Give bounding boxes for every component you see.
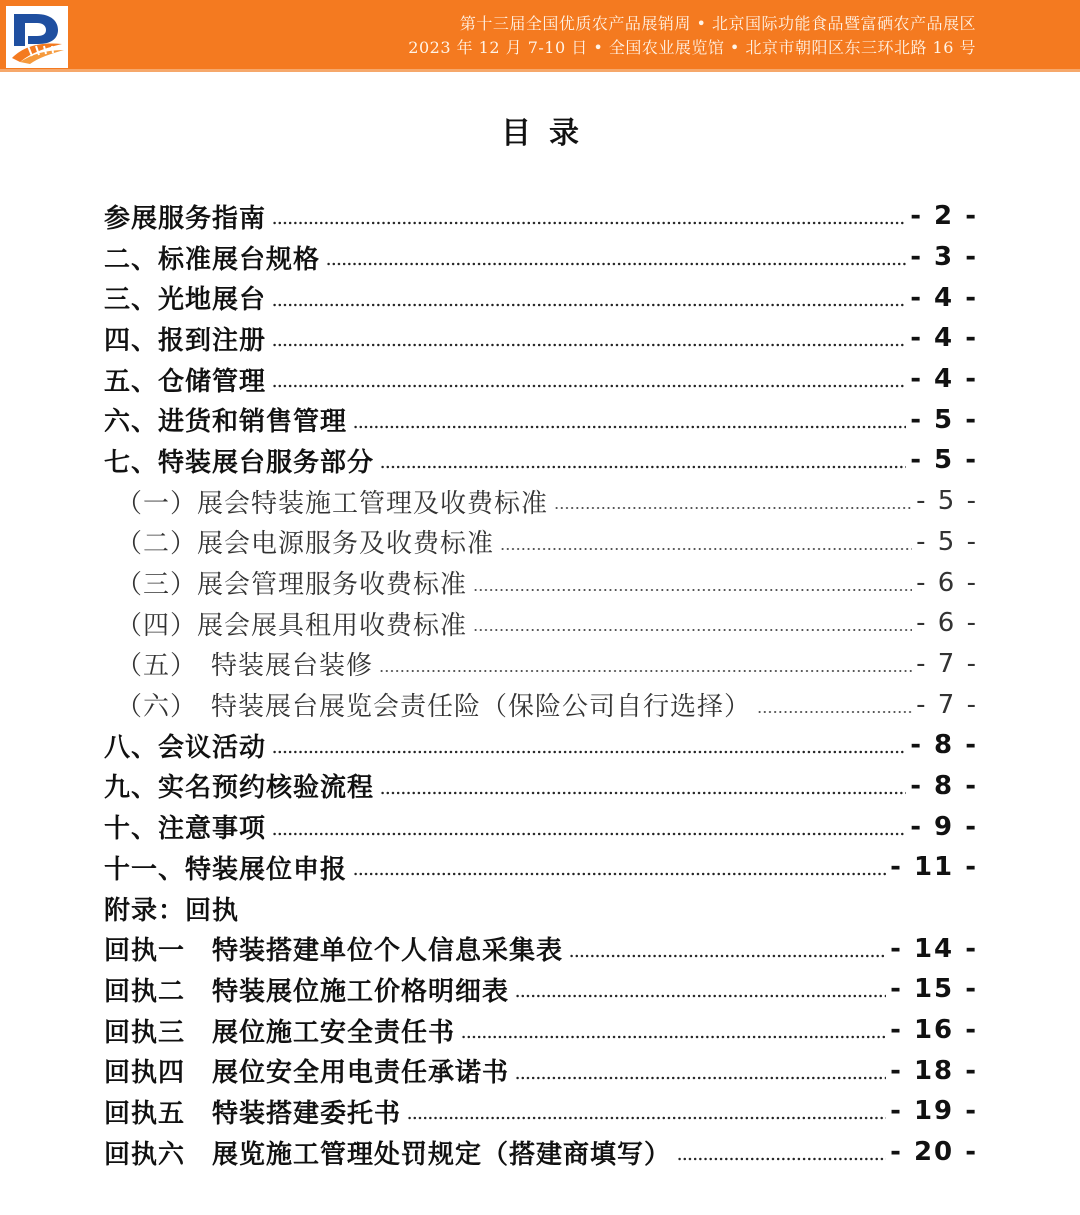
toc-page-number: - 5 -: [916, 486, 978, 517]
toc-page-number: - 8 -: [910, 770, 978, 801]
toc-entry[interactable]: [104, 1010, 978, 1051]
toc-entry[interactable]: [104, 684, 978, 725]
toc-dot-leader: [677, 1157, 886, 1161]
toc-dot-leader: [272, 343, 906, 347]
toc-entry-label: 四、报到注册: [104, 325, 267, 356]
toc-entry-label: （三）展会管理服务收费标准: [116, 570, 468, 601]
toc-dot-leader: [500, 547, 912, 551]
toc-entry-label: 回执一 特装搭建单位个人信息采集表: [104, 936, 564, 967]
toc-dot-leader: [473, 628, 912, 632]
toc-page-number: - 9 -: [910, 811, 978, 842]
toc-page-number: - 16 -: [890, 1015, 978, 1046]
toc-entry[interactable]: [104, 440, 978, 481]
toc-page-number: - 6 -: [916, 608, 978, 639]
toc-entry[interactable]: [104, 603, 978, 644]
toc-dot-leader: [353, 425, 906, 429]
toc-entry-label: （一）展会特装施工管理及收费标准: [116, 488, 549, 519]
toc-page-number: - 7 -: [916, 689, 978, 720]
toc-entry-label: 回执六 展览施工管理处罚规定（搭建商填写）: [104, 1139, 672, 1170]
toc-entry-label: 六、进货和销售管理: [104, 407, 348, 438]
toc-entry[interactable]: [104, 196, 978, 237]
toc-entry-label: 三、光地展台: [104, 285, 267, 316]
toc-dot-leader: [380, 791, 906, 795]
banner-event-title: 第十三届全国优质农产品展销周 • 北京国际功能食品暨富硒农产品展区: [459, 14, 976, 33]
toc-page-number: - 11 -: [890, 852, 978, 883]
exhibition-logo-icon: [6, 6, 68, 68]
toc-dot-leader: [407, 1116, 886, 1120]
toc-dot-leader: [554, 506, 912, 510]
toc-dot-leader: [353, 872, 886, 876]
toc-entry[interactable]: [104, 277, 978, 318]
toc-page-number: - 5 -: [916, 526, 978, 557]
toc-dot-leader: [569, 954, 886, 958]
toc-entry-label: （六） 特装展台展览会责任险（保险公司自行选择）: [116, 692, 752, 723]
toc-entry[interactable]: [104, 1132, 978, 1173]
toc-entry[interactable]: [104, 847, 978, 888]
toc-entry-label: 参展服务指南: [104, 203, 267, 234]
toc-entry-label: （五） 特装展台装修: [116, 651, 374, 682]
toc-page-number: - 5 -: [910, 445, 978, 476]
toc-entry-label: 二、标准展台规格: [104, 244, 321, 275]
toc-entry[interactable]: [104, 725, 978, 766]
banner-event-date-venue: 2023 年 12 月 7-10 日 • 全国农业展览馆 • 北京市朝阳区东三环北路 16 号: [408, 38, 976, 57]
toc-entry-label: 回执二 特装展位施工价格明细表: [104, 976, 510, 1007]
toc-dot-leader: [379, 669, 912, 673]
toc-entry[interactable]: [104, 806, 978, 847]
toc-entry[interactable]: [104, 562, 978, 603]
toc-entry-label: 八、会议活动: [104, 732, 267, 763]
toc-entry-label: 十、注意事项: [104, 814, 267, 845]
toc-dot-leader: [272, 832, 906, 836]
toc-dot-leader: [515, 994, 886, 998]
toc-page-number: - 2 -: [910, 201, 978, 232]
header-banner: [0, 0, 1080, 72]
toc-entry-label: 十一、特装展位申报: [104, 854, 348, 885]
toc-dot-leader: [461, 1035, 886, 1039]
toc-dot-leader: [272, 384, 906, 388]
toc-page-number: - 3 -: [910, 242, 978, 273]
toc-entry[interactable]: [104, 399, 978, 440]
toc-page-number: - 4 -: [910, 323, 978, 354]
toc-entry[interactable]: [104, 766, 978, 807]
toc-dot-leader: [473, 588, 912, 592]
toc-dot-leader: [272, 303, 906, 307]
toc-page-number: - 19 -: [890, 1096, 978, 1127]
toc-entry-label: 附录：回执: [104, 895, 240, 926]
toc-entry-label: 九、实名预约核验流程: [104, 773, 375, 804]
toc-entry[interactable]: [104, 237, 978, 278]
toc-entry-label: 回执五 特装搭建委托书: [104, 1098, 402, 1129]
toc-entry-label: （四）展会展具租用收费标准: [116, 610, 468, 641]
toc-page-number: - 18 -: [890, 1055, 978, 1086]
toc-entry-label: 回执三 展位施工安全责任书: [104, 1017, 456, 1048]
toc-page-number: - 5 -: [910, 404, 978, 435]
toc-dot-leader: [272, 750, 906, 754]
toc-dot-leader: [515, 1076, 886, 1080]
toc-entry[interactable]: [104, 644, 978, 685]
toc-entry[interactable]: [104, 969, 978, 1010]
toc-page-number: - 7 -: [916, 648, 978, 679]
toc-entry-label: 回执四 展位安全用电责任承诺书: [104, 1058, 510, 1089]
toc-page-number: - 8 -: [910, 730, 978, 761]
toc-page-number: - 4 -: [910, 364, 978, 395]
toc-entry-label: 七、特装展台服务部分: [104, 447, 375, 478]
toc-entry[interactable]: [104, 359, 978, 400]
toc-entry-label: （二）展会电源服务及收费标准: [116, 529, 495, 560]
toc-entry[interactable]: [104, 1050, 978, 1091]
toc-entry[interactable]: [104, 928, 978, 969]
toc-page-number: - 4 -: [910, 282, 978, 313]
toc-entry[interactable]: [104, 522, 978, 563]
toc-entry[interactable]: [104, 888, 978, 929]
toc-dot-leader: [380, 465, 906, 469]
toc-dot-leader: [326, 262, 906, 266]
toc-page-number: - 14 -: [890, 933, 978, 964]
toc-entry[interactable]: [104, 318, 978, 359]
toc-page-number: - 15 -: [890, 974, 978, 1005]
toc-page-number: - 6 -: [916, 567, 978, 598]
toc-entry[interactable]: [104, 481, 978, 522]
toc-page-number: - 20 -: [890, 1137, 978, 1168]
page-title: 目录: [501, 116, 597, 151]
table-of-contents: [104, 196, 978, 1173]
toc-entry[interactable]: [104, 1091, 978, 1132]
toc-dot-leader: [757, 710, 912, 714]
toc-dot-leader: [272, 221, 906, 225]
toc-entry-label: 五、仓储管理: [104, 366, 267, 397]
